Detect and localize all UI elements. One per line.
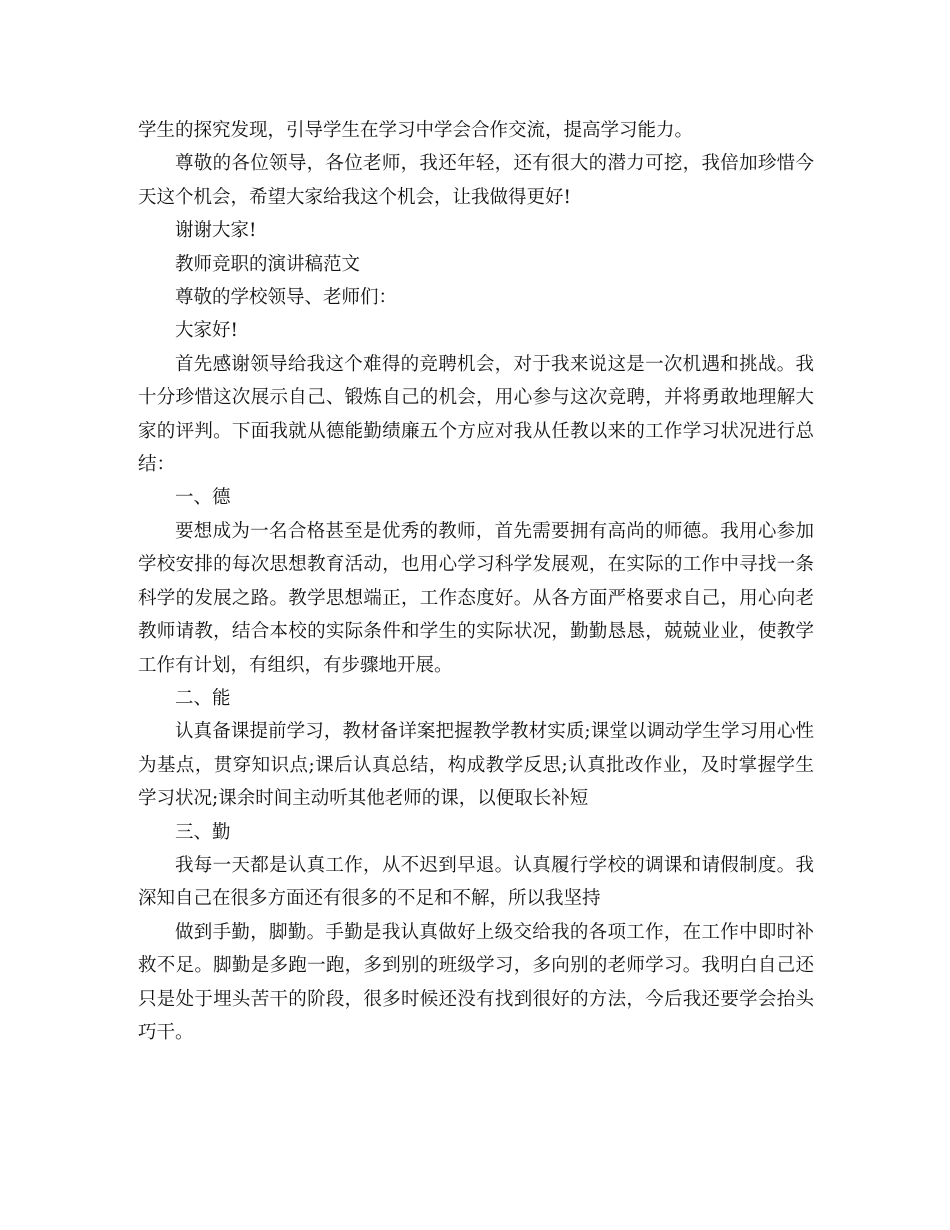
paragraph: 认真备课提前学习，教材备详案把握教学教材实质;课堂以调动学生学习用心性为基点，贯穿知识点;课后认真总结，构成教学反思;认真批改作业，及时掌握学生学习状况;课余时间主动听其他老师的课，以便取长补短 [138,721,814,810]
paragraph: 尊敬的各位领导，各位老师，我还年轻，还有很大的潜力可挖，我倍加珍惜今天这个机会，希望大家给我这个机会，让我做得更好! [138,153,814,208]
section-heading: 三、勤 [175,821,231,843]
section-heading: 二、能 [175,687,231,709]
paragraph: 要想成为一名合格甚至是优秀的教师，首先需要拥有高尚的师德。我用心参加学校安排的每次思想教育活动，也用心学习科学发展观，在实际的工作中寻找一条科学的发展之路。教学思想端正，工作态度好。从各方面严格要求自己，用心向老教师请教，结合本校的实际条件和学生的实际状况，勤勤恳恳，兢兢业业，使教学工作有计划，有组织，有步骤地开展。 [138,520,814,676]
paragraph: 做到手勤，脚勤。手勤是我认真做好上级交给我的各项工作，在工作中即时补救不足。脚勤是多跑一跑，多到别的班级学习，多向别的老师学习。我明白自己还只是处于埋头苦干的阶段，很多时候还没有找到很好的方法，今后我还要学会抬头巧干。 [138,921,814,1043]
salutation: 尊敬的学校领导、老师们： [175,287,398,309]
section-heading: 一、德 [175,487,231,509]
paragraph: 谢谢大家! [175,220,257,242]
paragraph: 学生的探究发现，引导学生在学习中学会合作交流，提高学习能力。 [138,120,694,141]
paragraph: 我每一天都是认真工作，从不迟到早退。认真履行学校的调课和请假制度。我深知自己在很多方面还有很多的不足和不解，所以我坚持 [138,854,814,910]
document-heading: 教师竞职的演讲稿范文 [175,253,361,275]
greeting: 大家好! [175,320,238,342]
document-body [138,114,814,1049]
paragraph: 首先感谢领导给我这个难得的竞聘机会，对于我来说这是一次机遇和挑战。我十分珍惜这次展示自己、锻炼自己的机会，用心参与这次竞聘，并将勇敢地理解大家的评判。下面我就从德能勤绩廉五个方应对我从任教以来的工作学习状况进行总结： [138,353,814,476]
